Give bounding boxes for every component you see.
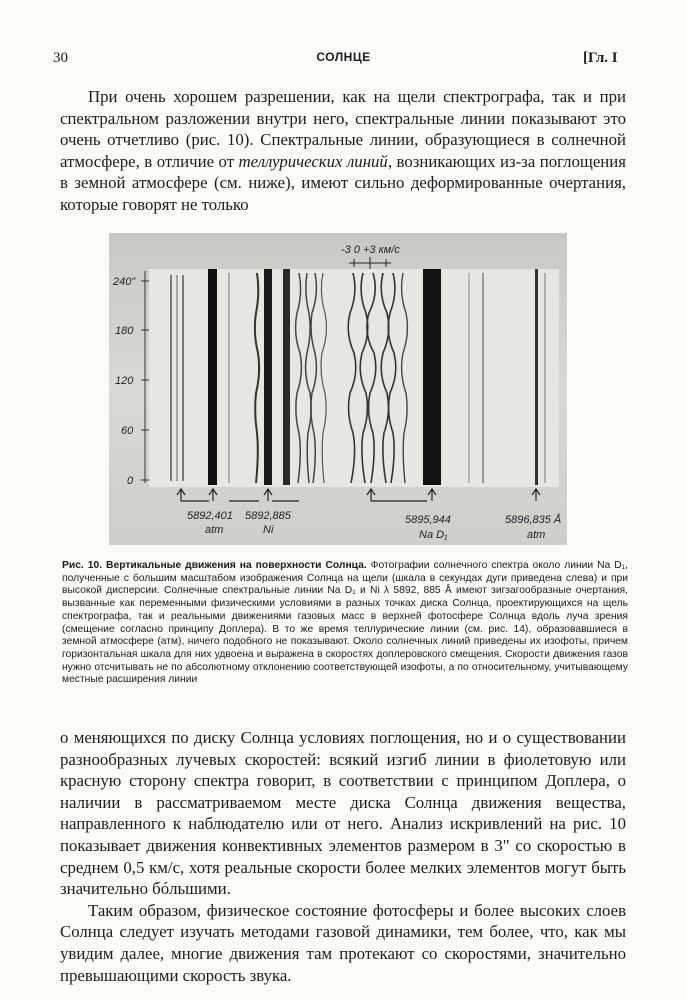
line-wavelength-label: 5892,885 — [245, 510, 291, 522]
spectrum-photo — [109, 233, 567, 545]
y-tick-label: 60 — [121, 425, 134, 437]
bottom-paragraphs — [60, 727, 626, 986]
final-paragraph: Таким образом, физическое состояние фотосферы и более высоких слоев Солнца следует изучать методами газовой динамики, тем более, что, как мы увидим далее, многие движения там протекают со скоростями, значительно превышающими скорость звука. — [60, 900, 626, 985]
telluric-line-atm — [535, 269, 538, 485]
y-tick-label: 120 — [115, 375, 134, 387]
y-tick-label: 240" — [113, 276, 136, 288]
line-id-label: Ni — [263, 524, 274, 536]
caption-lead: Рис. 10. Вертикальные движения на поверхности Солнца. — [62, 560, 367, 571]
running-title: СОЛНЦЕ — [316, 50, 371, 64]
spectrum-figure — [109, 233, 567, 545]
y-tick-label: 0 — [127, 475, 134, 487]
text-run: , возникающих из-за поглощения в земной атмосфере (см. ниже), имеют сильно деформированные очертания, которые говорят не только — [60, 151, 626, 214]
telluric-line-atm — [208, 269, 217, 485]
line-id-label: Na D₁ — [419, 529, 448, 541]
figure-caption — [62, 560, 628, 687]
spectral-line — [283, 269, 290, 485]
top-paragraph — [60, 86, 626, 216]
y-tick-label: 180 — [115, 325, 134, 337]
text-run: При очень хорошем разрешении, как на щели спектрографа, так и при спектральном разложении внутри него, спектральные линии показывают это очень отчетливо (рис. 10). Спектральные линии, образующиеся в солнечной атмосфере, в отличие от — [60, 87, 626, 171]
italic-term: теллурических линий — [238, 151, 388, 171]
solar-line-na-d1 — [423, 269, 441, 485]
continuation-paragraph: о меняющихся по диску Солнца условиях поглощения, но и о существовании разнообразных лучевых скоростей: всякий изгиб линии в фиолетовую или красную сторону спектра говорит, в соответствии с принципом Доплера, о наличии в рассматриваемом месте диска Солнца движения вещества, направленного к наблюдателю или от него. Анализ искривлений на рис. 10 показывает движения конвективных элементов размером в 3" со скоростью в среднем 0,5 км/с, хотя реальные скорости более мелких элементов могут быть значительно бóльшими. — [60, 728, 626, 899]
solar-line-ni — [264, 269, 272, 485]
line-wavelength-label: 5896,835 Å — [505, 514, 562, 526]
velocity-scale-label: -3 0 +3 км/с — [341, 244, 400, 256]
page-number: 30 — [53, 50, 68, 66]
line-id-label: atm — [205, 524, 224, 536]
page-header — [0, 50, 687, 70]
chapter-label: [Гл. I — [583, 50, 618, 66]
line-wavelength-label: 5895,944 — [405, 514, 451, 526]
line-id-label: atm — [527, 529, 546, 541]
line-wavelength-label: 5892,401 — [187, 510, 233, 522]
caption-text: Фотографии солнечного спектра около линии Na D₁, полученные с большим масштабом изображения Солнца на щели (шкала в секундах дуги приведена слева) и при высокой дисперсии. Солнечные спектральные линии Na D₁ и Ni λ 5892, 885 Å имеют зигзагообразные очертания, вызванные как переменными физическими условиями в разных точках диска Солнца, проектирующихся на щель спектрографа, так и реальными движениями газовых масс в верхней фотосфере Солнца вдоль луча зрения (смещение согласно принципу Доплера). В то же время теллурические линии (см. рис. 14), образовавшиеся в земной атмосфере (атм), ничего подобного не показывают. Около солнечных линий приведены их изофоты, причем горизонтальная шкала для них удвоена и выражена в скоростях доплеровского смещения. Скорости движения газов нужно отсчитывать не по абсолютному отклонению соответствующей изофоты, а по относительному, учитывающему местные расширения линии — [62, 560, 628, 686]
